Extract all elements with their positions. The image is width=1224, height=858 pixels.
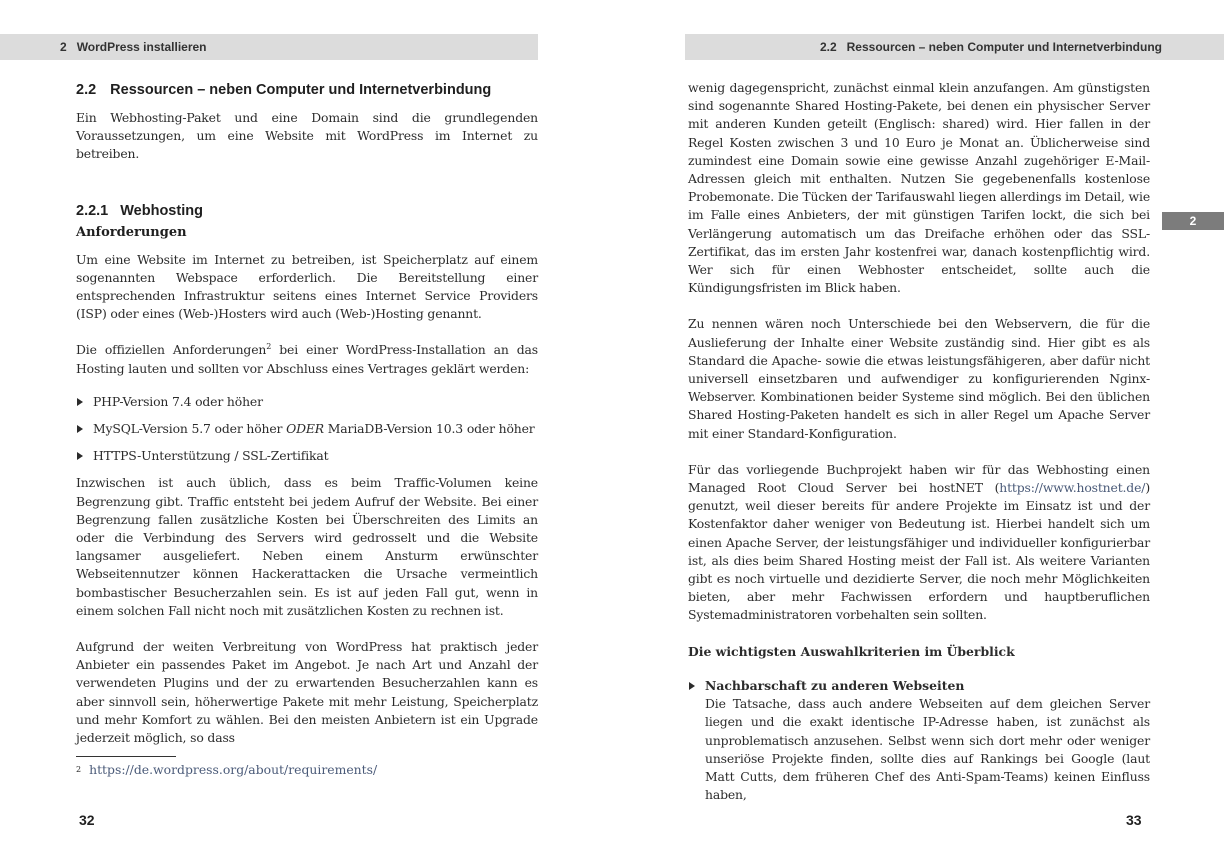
book-project-paragraph bbox=[688, 461, 1150, 625]
criteria-heading: Die wichtigsten Auswahlkriterien im Überblick bbox=[688, 643, 1015, 659]
running-head-chapter-title: WordPress installieren bbox=[76, 40, 207, 54]
bullet-triangle-icon bbox=[77, 452, 83, 460]
list-item bbox=[76, 447, 538, 465]
list-item bbox=[76, 420, 538, 438]
requirements-text-start: Die offiziellen Anforderungen bbox=[76, 342, 267, 358]
page-number-left: 32 bbox=[79, 812, 95, 828]
footnote-number: 2 bbox=[76, 765, 82, 774]
running-head-section-number: 2.2 bbox=[819, 40, 837, 54]
criteria-item-title: Nachbarschaft zu anderen Webseiten bbox=[705, 677, 965, 693]
subsection-title: Webhosting bbox=[120, 202, 203, 219]
list-item-mysql-start: MySQL-Version 5.7 oder höher bbox=[93, 421, 287, 437]
criteria-item bbox=[688, 677, 1150, 804]
traffic-paragraph: Inzwischen ist auch üblich, dass es beim Traffic-Volumen keine Begrenzung gibt. Traffic entsteht bei jedem Aufruf der Website. Bei einer Begrenzung fallen zusätzliche Kosten bei Überschreiten des Limits an oder die Verbindung des Servers wird gedrosselt und die Website langsamer ausgeliefert. Neben einem Ansturm erwünschter Webseitennutzer können Hackerattacken die Ursache vermeintlich bombastischer Besucherzahlen sein. Es ist auf jeden Fall gut, wenn in einem solchen Fall nicht noch mit zusätzlichen Kosten zu rechnen ist. bbox=[76, 475, 538, 618]
footnote-divider bbox=[76, 756, 176, 757]
webserver-paragraph: Zu nennen wären noch Unterschiede bei den Webservern, die für die Auslieferung der Inhalte einer Website zuständig sind. Hier gibt es als Standard die Apache- sowie die etwas leistungsfähigeren, aber dafür nicht universell einsetzbaren und aufwendiger zu konfigurierenden Nginx-Webserver. Kombinationen beider Systeme sind möglich. Bei den üblichen Shared Hosting-Paketen handelt es sich in aller Regel um Apache Server mit einer Standard-Konfiguration. bbox=[688, 316, 1150, 441]
list-item-php: PHP-Version 7.4 oder höher bbox=[93, 393, 263, 409]
requirements-paragraph bbox=[76, 341, 538, 377]
book-project-text-end: ) genutzt, weil dieser bereits für andere Projekte im Einsatz ist und der Kostenfaktor daher weniger von Bedeutung ist. Hierbei handelt sich um einen Apache Server, der leistungsfähiger und individueller konfigurierbar ist, als dies beim Shared Hosting meist der Fall ist. Als weitere Varianten gibt es noch virtuelle und dezidierte Server, die noch mehr Möglichkeiten bieten, aber mehr Fachwissen erfordern und hauptberuflichen Systemadministratoren vorbehalten sein sollten. bbox=[688, 480, 1150, 623]
requirements-text-end: bei einer WordPress-Installation an das Hosting lauten und sollten vor Abschluss eines Vertrages geklärt werden: bbox=[76, 342, 538, 376]
hostnet-link[interactable]: https://www.hostnet.de/ bbox=[999, 480, 1146, 496]
shared-hosting-paragraph: wenig dagegenspricht, zunächst einmal klein anzufangen. Am günstigsten sind sogenannte Shared Hosting-Pakete, bei denen ein physischer Server mit anderen Kunden geteilt (Englisch: shared) wird. Hier fallen in der Regel Kosten zwischen 3 und 10 Euro je Monat an. Üblicherweise sind zumindest eine Domain sowie eine gewisse Anzahl zugehöriger E-Mail-Adressen gleich mit enthalten. Nutzen Sie gegebenenfalls kostenlose Probemonate. Die Tücken der Tarifauswahl liegen allerdings im Detail, wie im Falle eines Anbieters, der mit günstigen Tarifen lockt, die sich bei Verlängerung automatisch um das Dreifache erhöhen oder das SSL-Zertifikat, das im ersten Jahr kostenfrei war, danach kostenpflichtig wird. Wer sich für einen Webhoster entscheidet, sollte auch die Kündigungsfristen im Blick haben. bbox=[688, 80, 1150, 296]
chapter-thumb-tab: 2 bbox=[1162, 212, 1224, 230]
footnote bbox=[76, 761, 377, 779]
subsection-number: 2.2.1 bbox=[76, 202, 109, 219]
running-head-right bbox=[685, 34, 1224, 60]
right-text-column bbox=[688, 79, 1150, 804]
footnote-link[interactable]: https://de.wordpress.org/about/requirements/ bbox=[89, 762, 378, 777]
list-item-mysql-end: MariaDB-Version 10.3 oder höher bbox=[323, 421, 535, 437]
footnote-reference[interactable]: 2 bbox=[266, 342, 272, 352]
left-text-column bbox=[76, 79, 538, 747]
section-heading bbox=[76, 79, 538, 101]
bullet-triangle-icon bbox=[77, 398, 83, 406]
criteria-item-text: Die Tatsache, dass auch andere Webseiten auf dem gleichen Server liegen und die exakt identische IP-Adresse haben, ist zunächst als unproblematisch anzusehen. Selbst wenn sich dort mehr oder weniger unseriöse Projekte finden, sollte dies auf Rankings bei Google (laut Matt Cutts, dem früheren Chef des Anti-Spam-Teams) keinen Einfluss haben, bbox=[705, 696, 1150, 803]
intro-paragraph: Ein Webhosting-Paket und eine Domain sind die grundlegenden Voraussetzungen, um eine Website mit WordPress im Internet zu betreiben. bbox=[76, 110, 538, 162]
requirements-heading: Anforderungen bbox=[76, 224, 187, 240]
page-number-right: 33 bbox=[1126, 812, 1142, 828]
running-head-section-title: Ressourcen – neben Computer und Internetverbindung bbox=[846, 40, 1162, 54]
bullet-triangle-icon bbox=[77, 425, 83, 433]
running-head-left bbox=[0, 34, 538, 60]
bullet-triangle-icon bbox=[689, 682, 695, 690]
book-project-text-start: Für das vorliegende Buchprojekt haben wir für das Webhosting einen Managed Root Cloud Server bei hostNET ( bbox=[688, 461, 1150, 496]
section-title: Ressourcen – neben Computer und Internetverbindung bbox=[110, 82, 492, 98]
list-item bbox=[76, 393, 538, 411]
list-item-https: HTTPS-Unterstützung / SSL-Zertifikat bbox=[93, 448, 329, 464]
subsection-heading bbox=[76, 200, 538, 222]
section-number: 2.2 bbox=[76, 82, 97, 98]
requirements-list bbox=[76, 393, 538, 466]
running-head-chapter-number: 2 bbox=[60, 40, 67, 54]
list-item-mysql-or: ODER bbox=[286, 421, 324, 437]
webspace-paragraph: Um eine Website im Internet zu betreiben, ist Speicherplatz auf einem sogenannten Webspace erforderlich. Die Bereitstellung einer entsprechenden Infrastruktur seitens eines Internet Service Providers (ISP) oder eines (Web-)Hosters wird auch (Web-)Hosting genannt. bbox=[76, 251, 538, 322]
upgrade-paragraph: Aufgrund der weiten Verbreitung von WordPress hat praktisch jeder Anbieter ein passendes Paket im Angebot. Je nach Art und Anzahl der verwendeten Plugins und der zu erwartenden Besucherzahlen kann es aber sinnvoll sein, höherwertige Pakete mit mehr Leistung, Speicherplatz und mehr Komfort zu wählen. Bei den meisten Anbietern ist ein Upgrade jederzeit möglich, so dass bbox=[76, 639, 538, 746]
right-page bbox=[612, 0, 1224, 858]
